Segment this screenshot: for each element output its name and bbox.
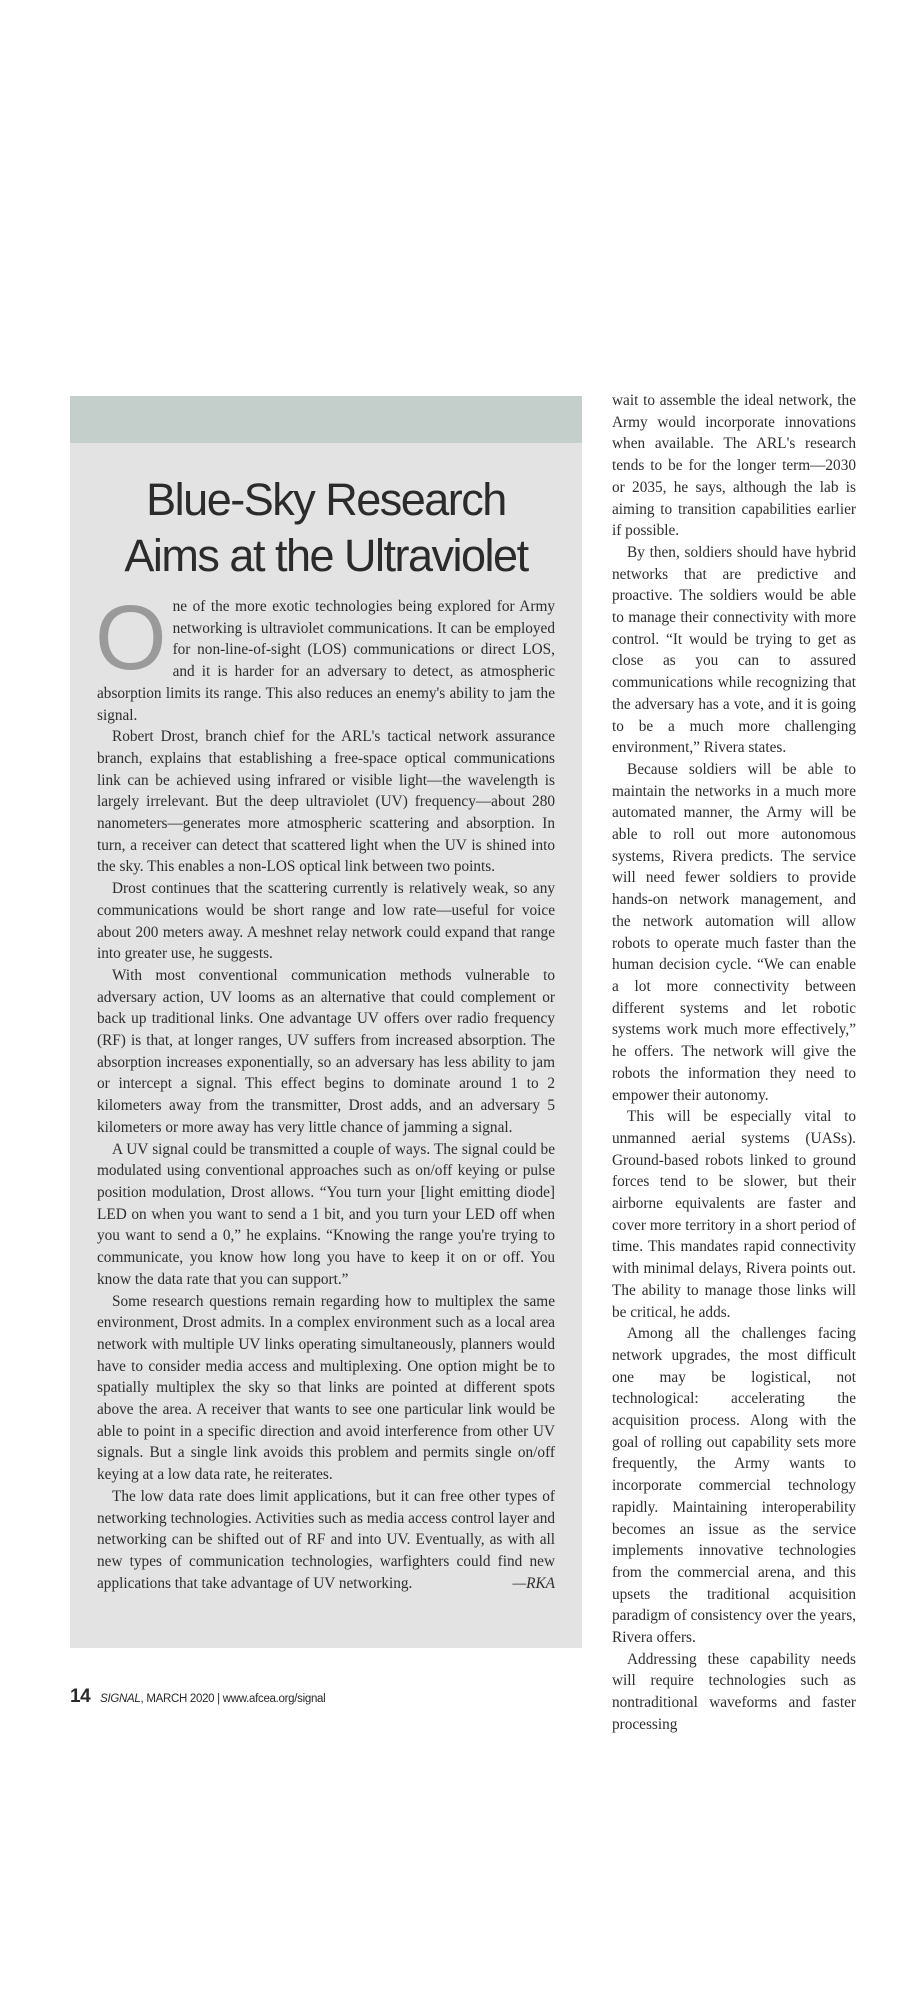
article-paragraph: Because soldiers will be able to maintain the networks in a much more automated manner, the Army will be able to roll out more autonomous systems, Rivera predicts. The service will need fewer soldiers to provide hands-on network management, and the network automation will allow robots to operate much faster than the human decision cycle. “We can enable a lot more connectivity between different systems and let robotic systems work much more effectively,” he offers. The network will give the robots the information they need to empower their autonomy. [612,760,856,1104]
sidebar-paragraph-text: The low data rate does limit applications, but it can free other types of networking technologies. Activities such as media access control layer and networking can be shifted out of RF and into UV. Eventually, as with all new types of communication technologies, warfighters could find new applications that take advantage of UV networking. [97,1487,555,1592]
article-column [612,390,856,1736]
publication-name: SIGNAL [100,1693,141,1705]
page-number: 14 [70,1686,91,1707]
article-paragraph: By then, soldiers should have hybrid networks that are predictive and proactive. The soldiers would be able to manage their connectivity with more control. “It would be trying to get as close as you can to assured communications while recognizing that the adversary has a vote, and it is going to be a much more challenging environment,” Rivera states. [612,543,856,757]
page-footer [70,1686,325,1708]
footer-publication [100,1693,325,1705]
sidebar-title-line-1: Blue-Sky Research [146,474,506,525]
sidebar-body [95,587,555,1594]
article-paragraph: Addressing these capability needs will require technologies such as nontraditional waveforms and faster processing [612,1650,856,1733]
sidebar-paragraph-text: ne of the more exotic technologies being explored for Army networking is ultraviolet communications. It can be employed for non-line-of-sight (LOS) communications or direct LOS, and it is harder for an adversary to detect, as atmospheric absorption limits its range. This also reduces an enemy's ability to jam the signal. [97,598,555,724]
drop-cap: O [95,587,167,689]
sidebar-header-band [70,396,582,443]
article-paragraph: wait to assemble the ideal network, the Army would incorporate innovations when available. The ARL's research tends to be for the longer term—2030 or 2035, he says, although the lab is aiming to transition capabilities earlier if possible. [612,392,856,540]
sidebar-paragraph: With most conventional communication methods vulnerable to adversary action, UV looms as an alternative that could complement or back up traditional links. One advantage UV offers over radio frequency (RF) is that, at longer ranges, UV suffers from increased absorption. The absorption increases exponentially, so an adversary has less ability to jam or intercept a signal. This effect begins to dominate around 1 to 2 kilometers away from the transmitter, Drost adds, and an adversary 5 kilometers or more away has very little chance of jamming a signal. [97,966,555,1136]
author-signature: —RKA [512,1574,555,1592]
article-paragraph: Among all the challenges facing network upgrades, the most difficult one may be logistical, not technological: accelerating the acquisition process. Along with the goal of rolling out capability sets more frequently, the Army wants to incorporate commercial technology rapidly. Maintaining interoperability becomes an issue as the service implements innovative technologies from the commercial arena, and this upsets the traditional acquisition paradigm of consistency over the years, Rivera offers. [612,1325,856,1647]
sidebar-paragraph [95,587,555,726]
sidebar-title-line-2: Aims at the Ultraviolet [124,530,528,581]
sidebar-paragraph: Robert Drost, branch chief for the ARL's tactical network assurance branch, explains that establishing a free-space optical communications link can be achieved using infrared or visible light—the wavelength is largely irrelevant. But the deep ultraviolet (UV) frequency—about 280 nanometers—generates more atmospheric scattering and absorption. In turn, a receiver can detect that scattered light when the UV is shined into the sky. This enables a non-LOS optical link between two points. [97,728,555,876]
sidebar-paragraph [97,1486,555,1595]
sidebar-paragraph: Some research questions remain regarding how to multiplex the same environment, Drost admits. In a complex environment such as a local area network with multiple UV links operating simultaneously, planners would have to consider media access and multiplexing. One option might be to spatially multiplex the sky so that links are pointed at different spots above the area. A receiver that wants to see one particular link would be able to point in a specific direction and avoid interference from other UV signals. But a single link avoids this problem and permits single on/off keying at a low data rate, he reiterates. [97,1292,555,1484]
sidebar-paragraph: Drost continues that the scattering currently is relatively weak, so any communications would be short range and low rate—useful for voice about 200 meters away. A meshnet relay network could expand that range into greater use, he suggests. [97,880,555,963]
publication-issue: , MARCH 2020 | www.afcea.org/signal [140,1693,326,1705]
article-paragraph: This will be especially vital to unmanned aerial systems (UASs). Ground-based robots linked to ground forces tend to be slower, but their airborne equivalents are faster and cover more territory in a short period of time. This mandates rapid connectivity with minimal delays, Rivera points out. The ability to manage those links will be critical, he adds. [612,1108,856,1321]
sidebar-box [70,396,582,1648]
sidebar-paragraph: A UV signal could be transmitted a couple of ways. The signal could be modulated using conventional approaches such as on/off keying or pulse position modulation, Drost allows. “You turn your [light emitting diode] LED on when you want to send a 1 bit, and you turn your LED off when you want to send a 0,” he explains. “Knowing the range you're trying to communicate, you know how long you have to keep it on or off. You know the data rate that you can support.” [97,1140,555,1288]
sidebar-title [70,472,582,584]
